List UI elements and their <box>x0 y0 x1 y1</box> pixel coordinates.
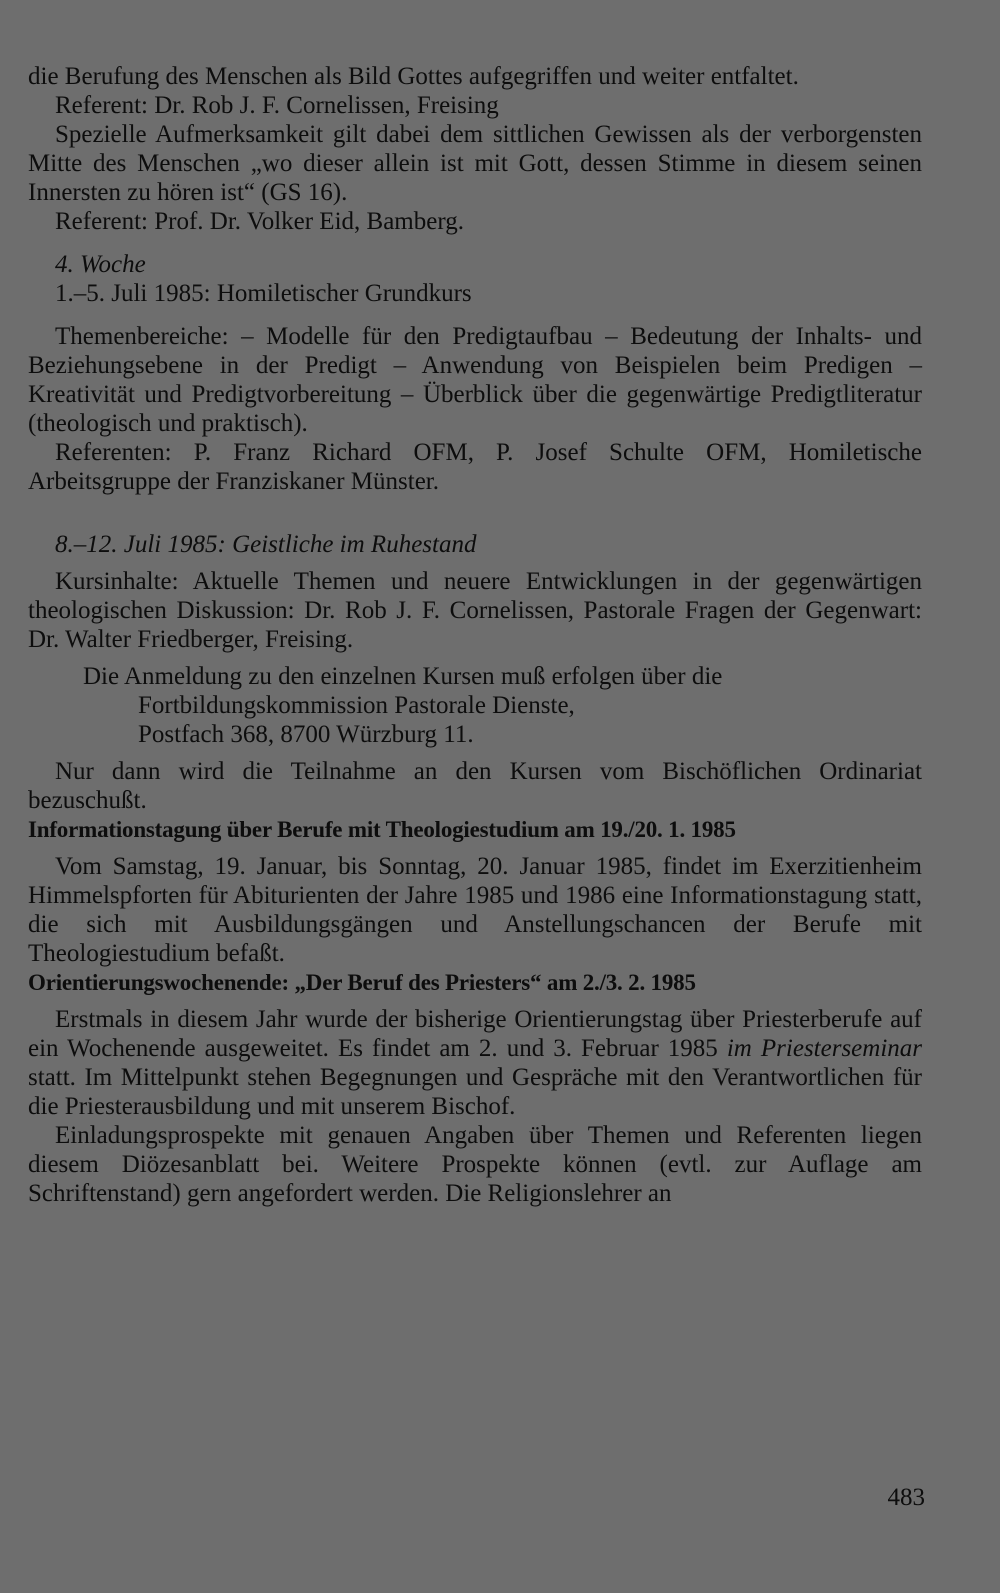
orientation-text-b: statt. Im Mittelpunkt stehen Begegnungen und Gespräche mit den Verantwortlichen für die Priesterausbildung und mit unserem Bischof. <box>28 1064 922 1120</box>
address-line-3: Postfach 368, 8700 Würzburg 11. <box>138 721 474 748</box>
page-number: 483 <box>887 1484 925 1511</box>
paragraph-info-tagung: Vom Samstag, 19. Januar, bis Sonntag, 20. Januar 1985, findet im Exerzitienheim Himmelspforten für Abiturienten der Jahre 1985 und 1986 eine Informationstagung statt, die sich mit Ausbildungsgängen und Anstellungschancen der Berufe mit Theologiestudium befaßt. <box>28 853 922 967</box>
orientation-weekend-heading: Orientierungswochenende: „Der Beruf des Priesters“ am 2./3. 2. 1985 <box>28 970 696 995</box>
week-4-course: 1.–5. Juli 1985: Homiletischer Grundkurs <box>55 280 472 307</box>
registration-address <box>28 662 922 749</box>
address-line-2: Fortbildungskommission Pastorale Dienste, <box>138 692 575 719</box>
paragraph-gewissen: Spezielle Aufmerksamkeit gilt dabei dem sittlichen Gewissen als der verborgensten Mitte des Menschen „wo dieser allein ist mit Gott, dessen Stimme in diesem seinen Innersten zu hören ist“ (GS 16). <box>28 121 922 206</box>
paragraph-berufung: die Berufung des Menschen als Bild Gottes aufgegriffen und weiter entfaltet. <box>28 63 799 90</box>
address-line-1: Die Anmeldung zu den einzelnen Kursen muß erfolgen über die <box>83 663 723 690</box>
orientation-location: im Priesterseminar <box>726 1035 922 1062</box>
orientation-text-a: Erstmals in diesem Jahr wurde der bisherige Orientierungstag über Priesterberufe auf ein Wochenende ausgeweitet. Es findet am 2. und 3. Februar 1985 <box>28 1006 922 1062</box>
week-4-title: 4. Woche <box>55 251 146 278</box>
referent-line-2: Referent: Prof. Dr. Volker Eid, Bamberg. <box>55 208 464 235</box>
referenten-line: Referenten: P. Franz Richard OFM, P. Josef Schulte OFM, Homiletische Arbeitsgruppe der Franziskaner Münster. <box>28 439 922 495</box>
referent-line-1: Referent: Dr. Rob J. F. Cornelissen, Freising <box>55 92 499 119</box>
paragraph-themenbereiche: Themenbereiche: – Modelle für den Predigtaufbau – Bedeutung der Inhalts- und Beziehungsebene in der Predigt – Anwendung von Beispielen beim Predigen – Kreativität und Predigtvorbereitung – Überblick über die gegenwärtige Predigtliteratur (theologisch und praktisch). <box>28 323 922 437</box>
paragraph-kursinhalte: Kursinhalte: Aktuelle Themen und neuere Entwicklungen in der gegenwärtigen theologischen Diskussion: Dr. Rob J. F. Cornelissen, Pastorale Fragen der Gegenwart: Dr. Walter Friedberger, Freising. <box>28 568 922 653</box>
paragraph-bezuschussung: Nur dann wird die Teilnahme an den Kursen vom Bischöflichen Ordinariat bezuschußt. <box>28 758 922 814</box>
paragraph-prospekte: Einladungsprospekte mit genauen Angaben über Themen und Referenten liegen diesem Diözesanblatt bei. Weitere Prospekte können (evtl. zur Auflage am Schriftenstand) gern angefordert werden. Die Religionslehrer an <box>28 1122 922 1207</box>
info-tagung-heading: Informationstagung über Berufe mit Theologiestudium am 19./20. 1. 1985 <box>28 817 736 842</box>
paragraph-orientation <box>28 1005 922 1121</box>
retired-course-title: 8.–12. Juli 1985: Geistliche im Ruhestand <box>55 531 477 558</box>
